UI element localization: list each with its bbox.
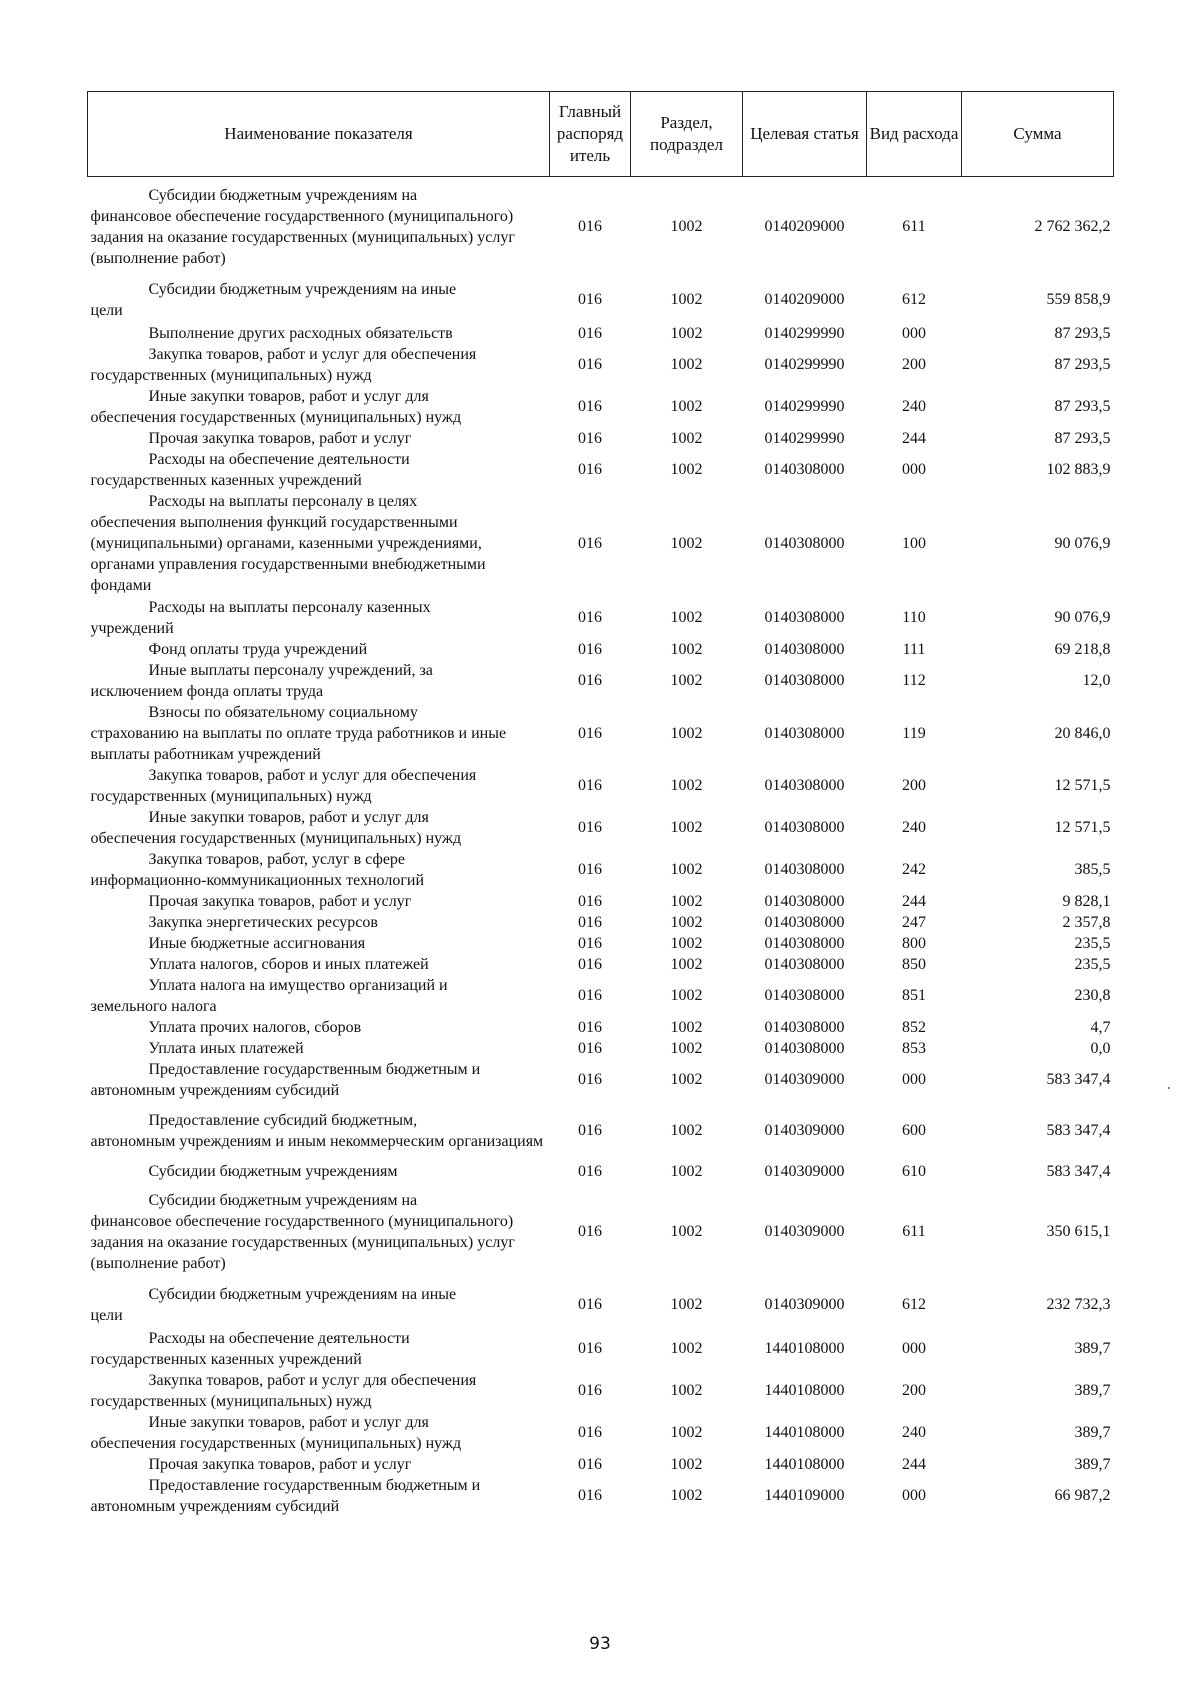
table-row <box>88 765 1114 807</box>
table-row <box>88 1182 1114 1282</box>
target-article: 1440109000 <box>764 1487 845 1504</box>
table-row <box>88 954 1114 975</box>
target-article: 0140308000 <box>764 987 845 1004</box>
indicator-name-continuation: цели <box>90 1306 123 1324</box>
amount: 102 883,9 <box>1046 461 1111 478</box>
expense-type: 242 <box>902 861 926 878</box>
indicator-name <box>88 891 550 912</box>
indicator-name-continuation: государственных (муниципальных) нужд <box>90 787 372 805</box>
amount: 4,7 <box>1090 1018 1111 1036</box>
indicator-name-first-line: Расходы на выплаты персоналу казенных <box>148 598 431 616</box>
indicator-name-first-line: Предоставление субсидий бюджетным, <box>148 1111 418 1129</box>
section-code: 1002 <box>670 861 703 878</box>
amount: 9 828,1 <box>1062 892 1111 910</box>
indicator-name <box>88 933 550 954</box>
indicator-name <box>88 1282 550 1328</box>
indicator-name <box>88 1017 550 1038</box>
chief-administrator-code: 016 <box>578 1039 602 1057</box>
section-code: 1002 <box>670 461 703 478</box>
amount: 350 615,1 <box>1046 1223 1111 1240</box>
indicator-name-continuation: государственных (муниципальных) нужд <box>90 366 372 384</box>
table-row <box>88 912 1114 933</box>
indicator-name-first-line: Уплата налогов, сборов и иных платежей <box>148 955 429 973</box>
expense-type: 000 <box>902 461 926 478</box>
header-chief-administrator: Главный распоряд итель <box>550 92 631 177</box>
table-row <box>88 933 1114 954</box>
target-article: 1440108000 <box>764 1424 845 1441</box>
section-code: 1002 <box>670 640 703 658</box>
chief-administrator-code: 016 <box>578 934 602 952</box>
indicator-name-first-line: Закупка энергетических ресурсов <box>148 913 378 931</box>
indicator-name <box>88 1038 550 1059</box>
section-code: 1002 <box>670 1162 703 1180</box>
section-code: 1002 <box>670 356 703 373</box>
table-row <box>88 277 1114 323</box>
section-code: 1002 <box>670 892 703 910</box>
section-code: 1002 <box>670 724 703 742</box>
indicator-name-continuation: финансовое обеспечение государственного (муниципального) задания на оказание государственных (муниципальных) услуг (выполнение работ) <box>90 1212 515 1272</box>
expense-type: 853 <box>902 1039 926 1057</box>
expense-type: 611 <box>902 1223 926 1240</box>
chief-administrator-code: 016 <box>578 913 602 931</box>
section-code: 1002 <box>670 324 703 342</box>
indicator-name-first-line: Расходы на обеспечение деятельности <box>148 450 410 468</box>
target-article: 0140308000 <box>764 640 845 658</box>
table-row <box>88 597 1114 639</box>
target-article: 0140308000 <box>764 609 845 626</box>
target-article: 0140308000 <box>764 955 845 973</box>
expense-type: 851 <box>902 987 926 1004</box>
indicator-name-continuation: государственных казенных учреждений <box>90 471 362 489</box>
indicator-name <box>88 1182 550 1282</box>
scan-speck <box>1168 1087 1170 1089</box>
expense-type: 244 <box>902 429 926 447</box>
expense-type: 000 <box>902 1071 926 1088</box>
chief-administrator-code: 016 <box>578 609 602 626</box>
amount: 90 076,9 <box>1054 535 1111 552</box>
expense-type: 200 <box>902 1382 926 1399</box>
table-row <box>88 891 1114 912</box>
chief-administrator-code: 016 <box>578 955 602 973</box>
indicator-name-first-line: Закупка товаров, работ, услуг в сфере <box>148 850 406 868</box>
target-article: 0140299990 <box>764 429 845 447</box>
chief-administrator-code: 016 <box>578 324 602 342</box>
chief-administrator-code: 016 <box>578 1162 602 1180</box>
table-row <box>88 177 1114 277</box>
table-row <box>88 344 1114 386</box>
expense-type: 612 <box>902 291 926 308</box>
chief-administrator-code: 016 <box>578 1340 602 1357</box>
table-row <box>88 1282 1114 1328</box>
expense-type: 119 <box>902 724 926 742</box>
table-row <box>88 449 1114 491</box>
expense-type: 200 <box>902 777 926 794</box>
expense-type: 612 <box>902 1296 926 1313</box>
amount: 385,5 <box>1074 861 1111 878</box>
indicator-name <box>88 702 550 765</box>
section-code: 1002 <box>670 913 703 931</box>
section-code: 1002 <box>670 218 703 236</box>
target-article: 0140309000 <box>764 1122 845 1139</box>
indicator-name-continuation: земельного налога <box>90 997 217 1015</box>
indicator-name <box>88 912 550 933</box>
expense-type: 247 <box>902 913 926 931</box>
target-article: 0140299990 <box>764 356 845 373</box>
indicator-name-first-line: Иные закупки товаров, работ и услуг для <box>148 387 429 405</box>
indicator-name-continuation: информационно-коммуникационных технологий <box>90 871 425 889</box>
indicator-name-first-line: Расходы на обеспечение деятельности <box>148 1329 410 1347</box>
indicator-name-continuation: обеспечения выполнения функций государственными (муниципальными) органами, казенными учреждениями, органами управления государственными внебюджетными фондами <box>90 514 486 594</box>
header-target-article: Целевая статья <box>743 92 867 177</box>
budget-table <box>87 91 1114 1517</box>
amount: 87 293,5 <box>1054 429 1111 447</box>
table-row <box>88 386 1114 428</box>
indicator-name <box>88 1454 550 1475</box>
chief-administrator-code: 016 <box>578 892 602 910</box>
indicator-name-continuation: автономным учреждениям субсидий <box>90 1497 340 1515</box>
target-article: 0140309000 <box>764 1223 845 1240</box>
header-section: Раздел, подраздел <box>631 92 743 177</box>
indicator-name <box>88 597 550 639</box>
expense-type: 000 <box>902 1487 926 1504</box>
indicator-name-first-line: Иные выплаты персоналу учреждений, за <box>148 661 433 679</box>
indicator-name <box>88 386 550 428</box>
table-row <box>88 491 1114 597</box>
target-article: 0140308000 <box>764 892 845 910</box>
expense-type: 111 <box>902 640 926 658</box>
amount: 90 076,9 <box>1054 609 1111 626</box>
amount: 87 293,5 <box>1054 356 1111 373</box>
section-code: 1002 <box>670 1122 703 1139</box>
target-article: 0140308000 <box>764 1039 845 1057</box>
indicator-name <box>88 765 550 807</box>
table-row <box>88 428 1114 449</box>
table-row <box>88 849 1114 891</box>
target-article: 0140308000 <box>764 461 845 478</box>
indicator-name-first-line: Уплата прочих налогов, сборов <box>148 1018 362 1036</box>
table-row <box>88 1101 1114 1161</box>
indicator-name-first-line: Уплата иных платежей <box>148 1039 304 1057</box>
target-article: 0140209000 <box>764 218 845 236</box>
section-code: 1002 <box>670 1223 703 1240</box>
target-article: 0140308000 <box>764 934 845 952</box>
amount: 87 293,5 <box>1054 324 1111 342</box>
amount: 230,8 <box>1074 987 1111 1004</box>
section-code: 1002 <box>670 934 703 952</box>
target-article: 1440108000 <box>764 1340 845 1357</box>
chief-administrator-code: 016 <box>578 1122 602 1139</box>
expense-type: 240 <box>902 1424 926 1441</box>
chief-administrator-code: 016 <box>578 1455 602 1473</box>
table-row <box>88 323 1114 344</box>
chief-administrator-code: 016 <box>578 1296 602 1313</box>
target-article: 0140308000 <box>764 535 845 552</box>
amount: 389,7 <box>1074 1455 1111 1473</box>
section-code: 1002 <box>670 1340 703 1357</box>
target-article: 0140309000 <box>764 1162 845 1180</box>
table-row <box>88 1475 1114 1517</box>
section-code: 1002 <box>670 1039 703 1057</box>
chief-administrator-code: 016 <box>578 1223 602 1240</box>
target-article: 0140308000 <box>764 672 845 689</box>
section-code: 1002 <box>670 429 703 447</box>
indicator-name <box>88 491 550 597</box>
section-code: 1002 <box>670 819 703 836</box>
expense-type: 000 <box>902 1340 926 1357</box>
header-expense-type: Вид расхода <box>867 92 962 177</box>
indicator-name <box>88 639 550 660</box>
amount: 583 347,4 <box>1046 1162 1111 1180</box>
chief-administrator-code: 016 <box>578 356 602 373</box>
amount: 66 987,2 <box>1054 1487 1111 1504</box>
section-code: 1002 <box>670 1071 703 1088</box>
chief-administrator-code: 016 <box>578 218 602 236</box>
indicator-name-continuation: исключением фонда оплаты труда <box>90 682 324 700</box>
target-article: 0140308000 <box>764 861 845 878</box>
amount: 12,0 <box>1082 672 1111 689</box>
indicator-name-first-line: Предоставление государственным бюджетным и <box>148 1476 481 1494</box>
amount: 583 347,4 <box>1046 1071 1111 1088</box>
indicator-name-continuation: автономным учреждениям субсидий <box>90 1081 340 1099</box>
expense-type: 244 <box>902 1455 926 1473</box>
table-row <box>88 702 1114 765</box>
target-article: 0140309000 <box>764 1296 845 1313</box>
section-code: 1002 <box>670 777 703 794</box>
table-row <box>88 1038 1114 1059</box>
amount: 389,7 <box>1074 1382 1111 1399</box>
amount: 12 571,5 <box>1054 819 1111 836</box>
amount: 235,5 <box>1074 934 1111 952</box>
indicator-name-first-line: Закупка товаров, работ и услуг для обеспечения <box>148 345 477 363</box>
indicator-name-first-line: Закупка товаров, работ и услуг для обеспечения <box>148 766 477 784</box>
chief-administrator-code: 016 <box>578 987 602 1004</box>
indicator-name-continuation: учреждений <box>90 619 174 637</box>
expense-type: 800 <box>902 934 926 952</box>
header-amount: Сумма <box>962 92 1114 177</box>
section-code: 1002 <box>670 398 703 415</box>
expense-type: 110 <box>902 609 926 626</box>
amount: 389,7 <box>1074 1340 1111 1357</box>
indicator-name <box>88 428 550 449</box>
amount: 389,7 <box>1074 1424 1111 1441</box>
indicator-name <box>88 975 550 1017</box>
target-article: 0140308000 <box>764 819 845 836</box>
expense-type: 000 <box>902 324 926 342</box>
indicator-name-first-line: Иные закупки товаров, работ и услуг для <box>148 1413 429 1431</box>
target-article: 0140308000 <box>764 724 845 742</box>
expense-type: 100 <box>902 535 926 552</box>
indicator-name <box>88 1161 550 1182</box>
table-row <box>88 1059 1114 1101</box>
indicator-name-continuation: обеспечения государственных (муниципальных) нужд <box>90 1434 462 1452</box>
indicator-name-first-line: Иные закупки товаров, работ и услуг для <box>148 808 429 826</box>
indicator-name-first-line: Прочая закупка товаров, работ и услуг <box>148 892 412 910</box>
expense-type: 611 <box>902 218 926 236</box>
section-code: 1002 <box>670 1382 703 1399</box>
expense-type: 240 <box>902 819 926 836</box>
page-number: 93 <box>589 1634 611 1654</box>
section-code: 1002 <box>670 672 703 689</box>
indicator-name-first-line: Взносы по обязательному социальному <box>148 703 418 721</box>
chief-administrator-code: 016 <box>578 461 602 478</box>
section-code: 1002 <box>670 987 703 1004</box>
indicator-name-first-line: Закупка товаров, работ и услуг для обеспечения <box>148 1371 477 1389</box>
amount: 2 357,8 <box>1062 913 1111 931</box>
table-row <box>88 807 1114 849</box>
indicator-name <box>88 1328 550 1370</box>
chief-administrator-code: 016 <box>578 535 602 552</box>
chief-administrator-code: 016 <box>578 1018 602 1036</box>
chief-administrator-code: 016 <box>578 672 602 689</box>
chief-administrator-code: 016 <box>578 640 602 658</box>
chief-administrator-code: 016 <box>578 398 602 415</box>
indicator-name-first-line: Субсидии бюджетным учреждениям <box>148 1162 398 1180</box>
indicator-name <box>88 1059 550 1101</box>
table-row <box>88 975 1114 1017</box>
table-body <box>88 177 1114 1517</box>
indicator-name-first-line: Уплата налога на имущество организаций и <box>148 976 448 994</box>
indicator-name <box>88 954 550 975</box>
indicator-name-continuation: обеспечения государственных (муниципальных) нужд <box>90 408 462 426</box>
table-row <box>88 1328 1114 1370</box>
section-code: 1002 <box>670 1487 703 1504</box>
chief-administrator-code: 016 <box>578 1382 602 1399</box>
target-article: 0140309000 <box>764 1071 845 1088</box>
target-article: 1440108000 <box>764 1382 845 1399</box>
indicator-name-continuation: государственных (муниципальных) нужд <box>90 1392 372 1410</box>
amount: 12 571,5 <box>1054 777 1111 794</box>
table-row <box>88 660 1114 702</box>
amount: 2 762 362,2 <box>1034 218 1111 236</box>
section-code: 1002 <box>670 609 703 626</box>
amount: 20 846,0 <box>1054 724 1111 742</box>
table-row <box>88 1017 1114 1038</box>
target-article: 0140209000 <box>764 291 845 308</box>
chief-administrator-code: 016 <box>578 819 602 836</box>
indicator-name-continuation: государственных казенных учреждений <box>90 1350 362 1368</box>
indicator-name-first-line: Прочая закупка товаров, работ и услуг <box>148 429 412 447</box>
indicator-name-first-line: Предоставление государственным бюджетным и <box>148 1060 481 1078</box>
indicator-name-first-line: Субсидии бюджетным учреждениям на иные <box>148 1285 457 1303</box>
table-row <box>88 1161 1114 1182</box>
table-row <box>88 1370 1114 1412</box>
indicator-name <box>88 849 550 891</box>
section-code: 1002 <box>670 1018 703 1036</box>
indicator-name-continuation: обеспечения государственных (муниципальных) нужд <box>90 829 462 847</box>
indicator-name-first-line: Расходы на выплаты персоналу в целях <box>148 493 418 510</box>
indicator-name-continuation: страхованию на выплаты по оплате труда работников и иные выплаты работникам учреждений <box>90 724 507 763</box>
section-code: 1002 <box>670 955 703 973</box>
indicator-name-first-line: Прочая закупка товаров, работ и услуг <box>148 1455 412 1473</box>
expense-type: 200 <box>902 356 926 373</box>
expense-type: 852 <box>902 1018 926 1036</box>
target-article: 0140299990 <box>764 324 845 342</box>
chief-administrator-code: 016 <box>578 1424 602 1441</box>
section-code: 1002 <box>670 1455 703 1473</box>
amount: 0,0 <box>1090 1039 1111 1057</box>
amount: 235,5 <box>1074 955 1111 973</box>
indicator-name-first-line: Иные бюджетные ассигнования <box>148 934 366 952</box>
expense-type: 850 <box>902 955 926 973</box>
amount: 69 218,8 <box>1054 640 1111 658</box>
chief-administrator-code: 016 <box>578 429 602 447</box>
indicator-name <box>88 660 550 702</box>
indicator-name <box>88 277 550 323</box>
table-header <box>88 92 1114 177</box>
chief-administrator-code: 016 <box>578 291 602 308</box>
expense-type: 600 <box>902 1122 926 1139</box>
indicator-name-first-line: Выполнение других расходных обязательств <box>148 324 453 342</box>
indicator-name-first-line: Субсидии бюджетным учреждениям на <box>148 1191 418 1209</box>
table-row <box>88 1454 1114 1475</box>
chief-administrator-code: 016 <box>578 861 602 878</box>
amount: 559 858,9 <box>1046 291 1111 308</box>
indicator-name <box>88 1370 550 1412</box>
chief-administrator-code: 016 <box>578 1487 602 1504</box>
amount: 583 347,4 <box>1046 1122 1111 1139</box>
indicator-name-first-line: Субсидии бюджетным учреждениям на иные <box>148 280 457 298</box>
target-article: 0140308000 <box>764 777 845 794</box>
indicator-name <box>88 1101 550 1161</box>
indicator-name-continuation: финансовое обеспечение государственного (муниципального) задания на оказание государственных (муниципальных) услуг (выполнение работ) <box>90 207 515 267</box>
section-code: 1002 <box>670 1296 703 1313</box>
chief-administrator-code: 016 <box>578 777 602 794</box>
expense-type: 112 <box>902 672 926 689</box>
indicator-name <box>88 1412 550 1454</box>
amount: 232 732,3 <box>1046 1296 1111 1313</box>
indicator-name <box>88 323 550 344</box>
header-name: Наименование показателя <box>88 92 550 177</box>
target-article: 0140308000 <box>764 1018 845 1036</box>
target-article: 0140299990 <box>764 398 845 415</box>
indicator-name-first-line: Фонд оплаты труда учреждений <box>148 640 368 658</box>
indicator-name <box>88 449 550 491</box>
target-article: 1440108000 <box>764 1455 845 1473</box>
chief-administrator-code: 016 <box>578 1071 602 1088</box>
section-code: 1002 <box>670 1424 703 1441</box>
indicator-name-first-line: Субсидии бюджетным учреждениям на <box>148 186 418 204</box>
expense-type: 244 <box>902 892 926 910</box>
table-row <box>88 1412 1114 1454</box>
indicator-name <box>88 177 550 277</box>
section-code: 1002 <box>670 535 703 552</box>
indicator-name-continuation: автономным учреждениям и иным некоммерческим организациям <box>90 1132 544 1150</box>
expense-type: 610 <box>902 1162 926 1180</box>
section-code: 1002 <box>670 291 703 308</box>
indicator-name <box>88 344 550 386</box>
expense-type: 240 <box>902 398 926 415</box>
table-row <box>88 639 1114 660</box>
chief-administrator-code: 016 <box>578 724 602 742</box>
indicator-name <box>88 807 550 849</box>
indicator-name-continuation: цели <box>90 301 123 319</box>
indicator-name <box>88 1475 550 1517</box>
target-article: 0140308000 <box>764 913 845 931</box>
amount: 87 293,5 <box>1054 398 1111 415</box>
